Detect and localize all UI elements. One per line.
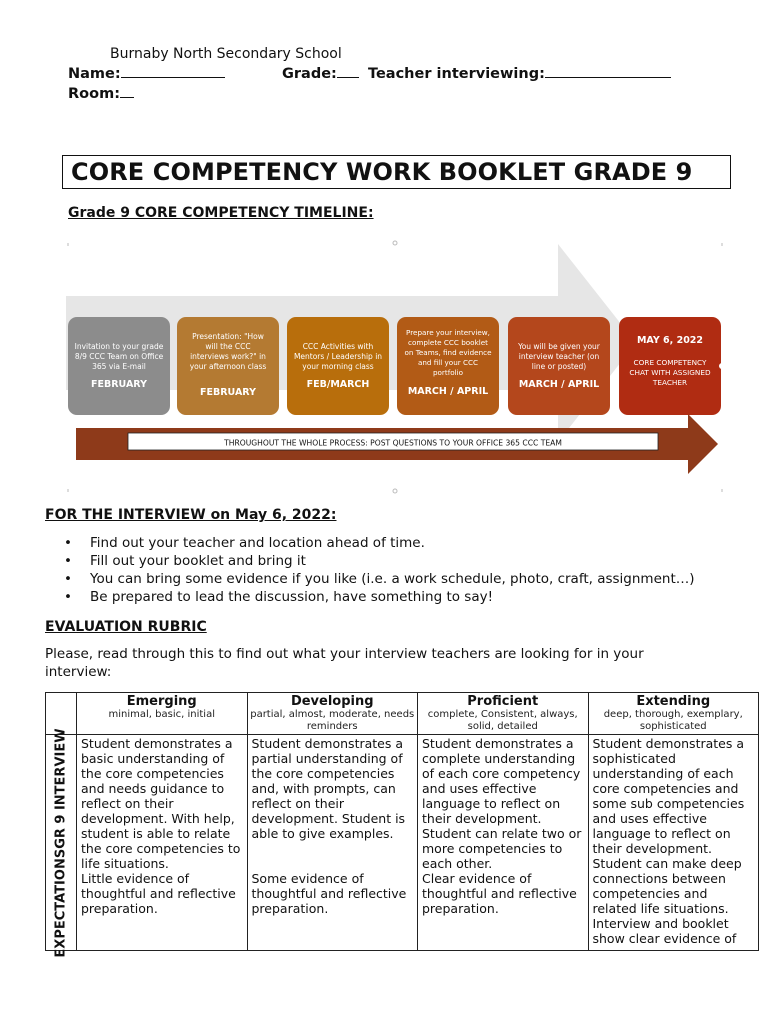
rubric-col-developing <box>247 693 418 735</box>
step-4-line-1: Prepare your interview, <box>406 328 490 337</box>
rubric-heading: EVALUATION RUBRIC <box>45 619 207 635</box>
grade-blank[interactable] <box>337 63 359 78</box>
step-3-when: FEB/MARCH <box>306 379 370 390</box>
list-item: • Fill out your booklet and bring it <box>64 552 695 570</box>
step-2-line-1: Presentation: "How <box>192 332 264 341</box>
step-3-line-3: your morning class <box>302 362 374 371</box>
step-6-line-1: CORE COMPETENCY <box>633 358 707 367</box>
rubric-col-emerging <box>77 693 248 735</box>
level-desc: minimal, basic, initial <box>108 709 215 720</box>
step-5-line-3: line or posted) <box>531 362 587 371</box>
page-title: CORE COMPETENCY WORK BOOKLET GRADE 9 <box>71 158 693 186</box>
list-item: • You can bring some evidence if you like (i.e. a work schedule, photo, craft, assignment…) <box>64 570 695 588</box>
step-5 <box>508 317 610 415</box>
step-3-line-2: Mentors / Leadership in <box>293 352 383 361</box>
timeline-heading: Grade 9 CORE COMPETENCY TIMELINE: <box>68 205 374 221</box>
name-field[interactable] <box>68 63 225 82</box>
teacher-blank[interactable] <box>545 63 671 78</box>
rubric-body-row <box>46 735 759 951</box>
step-2-when: FEBRUARY <box>200 387 256 398</box>
rubric-cell-proficient <box>418 735 589 951</box>
level-name: Proficient <box>467 694 539 709</box>
step-1-when: FEBRUARY <box>91 379 147 390</box>
rubric-body-text: Student demonstrates a partial understanding of the core competencies and, with prompts, can reflect on their development. Student is able to give examples. <box>251 736 406 841</box>
rubric-header-row <box>46 693 759 735</box>
grade-label: Grade: <box>282 66 337 82</box>
timeline-end-dot <box>719 363 725 369</box>
step-4-line-4: and fill your CCC <box>417 358 479 367</box>
step-2-line-4: your afternoon class <box>189 362 267 371</box>
rubric-cell-emerging <box>77 735 248 951</box>
rubric-evidence-text: Clear evidence of thoughtful and reflective preparation. <box>422 871 577 916</box>
rubric-side-label: EXPECTATIONSGR 9 INTERVIEW <box>53 727 69 958</box>
rubric-cell-extending <box>588 735 759 951</box>
rubric-intro: Please, read through this to find out what your interview teachers are looking for in your interview: <box>45 646 644 680</box>
step-1-line-2: 8/9 CCC Team on Office <box>74 352 164 361</box>
rubric-evidence-text: Little evidence of thoughtful and reflective preparation. <box>81 871 236 916</box>
rubric-evidence-text: Some evidence of thoughtful and reflective preparation. <box>251 871 407 916</box>
step-3 <box>287 317 389 415</box>
rubric-side-cell <box>46 727 77 958</box>
step-2-line-3: interviews work?" in <box>190 352 266 361</box>
step-3-line-1: CCC Activities with <box>302 342 374 351</box>
level-desc: partial, almost, moderate, needs reminders <box>250 709 415 732</box>
rubric-table <box>45 692 759 958</box>
list-item: • Find out your teacher and location ahead of time. <box>64 534 695 552</box>
step-1 <box>68 317 170 415</box>
level-desc: complete, Consistent, always, solid, detailed <box>427 709 578 732</box>
step-6 <box>619 317 721 415</box>
rubric-col-proficient <box>418 693 589 735</box>
process-banner-text: THROUGHOUT THE WHOLE PROCESS: POST QUESTIONS TO YOUR OFFICE 365 CCC TEAM <box>224 438 562 448</box>
step-4-line-5: portfolio <box>432 368 464 377</box>
school-name: Burnaby North Secondary School <box>110 46 342 62</box>
step-2 <box>177 317 279 415</box>
name-blank[interactable] <box>121 63 225 78</box>
step-4-when: MARCH / APRIL <box>407 386 489 397</box>
step-2-line-2: will the CCC <box>205 342 251 351</box>
interview-bullet-list <box>64 534 695 606</box>
level-desc: deep, thorough, exemplary, sophisticated <box>603 709 743 732</box>
interview-heading: FOR THE INTERVIEW on May 6, 2022: <box>45 507 337 523</box>
name-label: Name: <box>68 66 121 82</box>
step-1-line-1: Invitation to your grade <box>74 342 164 351</box>
teacher-field[interactable] <box>368 63 671 82</box>
step-1-line-3: 365 via E-mail <box>92 362 146 371</box>
step-6-line-3: TEACHER <box>652 378 688 387</box>
rubric-body-text: Student demonstrates a complete understanding of each core competency and uses effective language to reflect on their development. Student can relate two or more competencies to each other. <box>422 736 582 871</box>
step-4-line-3: on Teams, find evidence <box>404 348 492 357</box>
list-item: • Be prepared to lead the discussion, have something to say! <box>64 588 695 606</box>
room-label: Room: <box>68 86 120 102</box>
spacer <box>252 841 414 871</box>
room-field[interactable] <box>68 83 134 102</box>
level-name: Extending <box>636 694 711 709</box>
step-5-line-2: interview teacher (on <box>518 352 600 361</box>
room-blank[interactable] <box>120 83 134 98</box>
rubric-evidence-text: Interview and booklet show clear evidence of <box>592 916 737 946</box>
grade-field[interactable] <box>282 63 359 82</box>
step-5-line-1: You will be given your <box>518 342 600 351</box>
rubric-col-extending <box>588 693 759 735</box>
rubric-body-text: Student demonstrates a sophisticated understanding of each core competencies and some sub competencies and uses effective language to reflect on their development. Student can make deep connections between competencies and related life situations. <box>592 736 745 916</box>
step-4-line-2: complete CCC booklet <box>408 338 488 347</box>
timeline-graphic <box>66 238 726 496</box>
step-6-when: MAY 6, 2022 <box>636 335 704 346</box>
rubric-body-text: Student demonstrates a basic understanding of the core competencies and needs guidance to reflect on their development. With help, student is able to relate the core competencies to life situations. <box>81 736 241 871</box>
rubric-cell-developing <box>247 735 418 951</box>
step-6-line-2: CHAT WITH ASSIGNED <box>629 368 711 377</box>
level-name: Developing <box>290 694 374 709</box>
level-name: Emerging <box>126 694 197 709</box>
teacher-label: Teacher interviewing: <box>368 66 545 82</box>
title-box <box>62 155 731 189</box>
step-4 <box>397 317 499 415</box>
step-5-when: MARCH / APRIL <box>518 379 600 390</box>
